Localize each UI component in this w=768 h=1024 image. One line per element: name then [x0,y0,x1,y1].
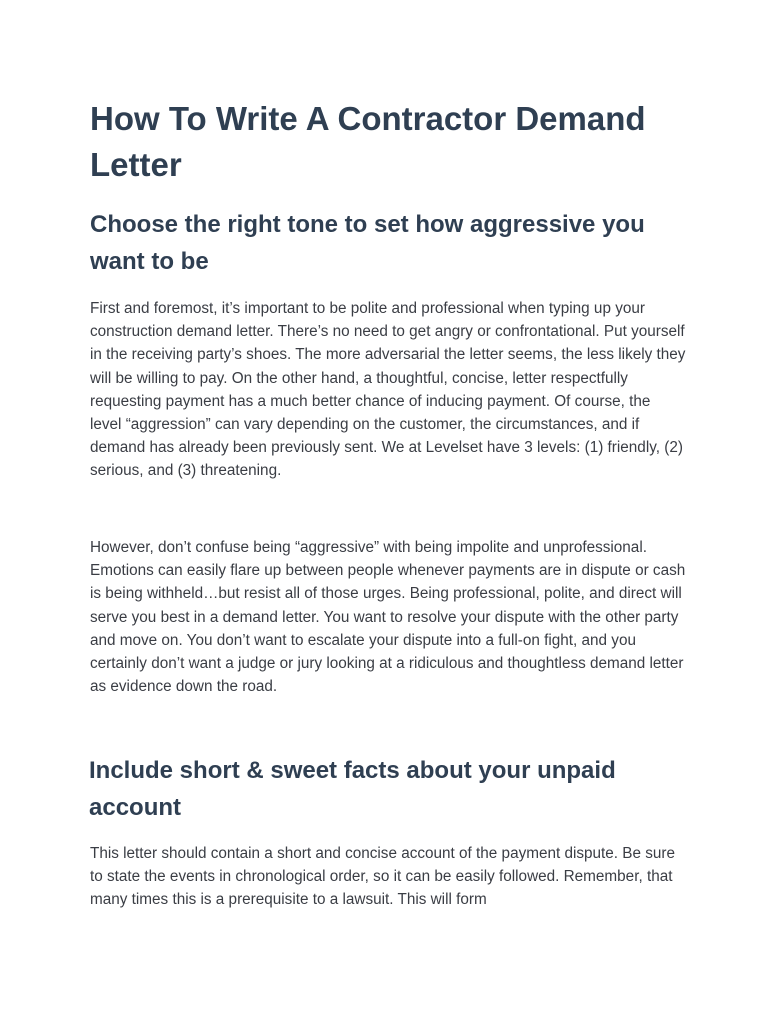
paragraph-tone-intro: First and foremost, it’s important to be polite and professional when typing up your construction demand letter. There’s no need to get angry or confrontational. Put yourself in the receiving party’s shoes. The more adversarial the letter seems, the less likely they will be willing to pay. On the other hand, a thoughtful, concise, letter respectfully requesting payment has a much better chance of inducing payment. Of course, the level “aggression” can vary depending on the customer, the circumstances, and if demand has already been previously sent. We at Levelset have 3 levels: (1) friendly, (2) serious, and (3) threatening. [90,300,686,480]
paragraph-facts: This letter should contain a short and concise account of the payment dispute. Be sure to state the events in chronological order, so it can be easily followed. Remember, that many times this is a prerequisite to a lawsuit. This will form [90,845,676,909]
section-heading-facts: Include short & sweet facts about your unpaid account [89,757,616,821]
paragraph-tone-professionalism: However, don’t confuse being “aggressive” with being impolite and unprofessional. Emotions can easily flare up between people whenever payments are in dispute or cash is being withheld…but resist all of those urges. Being professional, polite, and direct will serve you best in a demand letter. You want to resolve your dispute with the other party and move on. You don’t want to escalate your dispute into a full-on fight, and you certainly don’t want a judge or jury looking at a ridiculous and thoughtless demand letter as evidence down the road. [90,539,686,696]
document-title: How To Write A Contractor Demand Letter [90,100,646,183]
section-heading-tone: Choose the right tone to set how aggressive you want to be [90,211,645,275]
